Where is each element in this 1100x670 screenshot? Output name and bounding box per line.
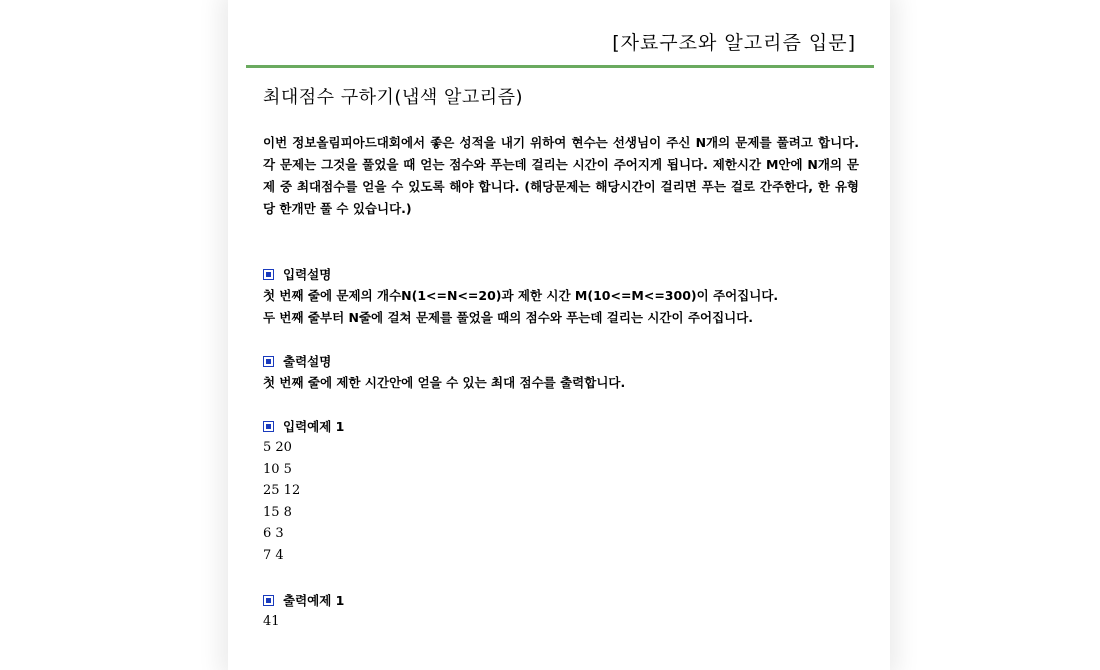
input-description-heading-label: 입력설명 bbox=[283, 267, 332, 282]
output-description-heading bbox=[263, 350, 625, 372]
output-example-heading bbox=[263, 589, 344, 611]
square-bullet-icon bbox=[263, 421, 274, 432]
input-example-section bbox=[263, 415, 344, 566]
output-example-line: 41 bbox=[263, 614, 280, 629]
output-description-section bbox=[263, 350, 625, 394]
output-description-line: 첫 번째 줄에 제한 시간안에 얻을 수 있는 최대 점수를 출력합니다. bbox=[263, 375, 626, 390]
input-example-line: 25 12 bbox=[263, 483, 301, 498]
input-description-line: 두 번째 줄부터 N줄에 걸쳐 문제를 풀었을 때의 점수와 푸는데 걸리는 시간이 주어집니다. bbox=[263, 310, 754, 325]
header-divider bbox=[246, 65, 874, 68]
input-example-heading bbox=[263, 415, 344, 437]
input-example-line: 6 3 bbox=[263, 526, 284, 541]
input-example-line: 5 20 bbox=[263, 440, 292, 455]
book-title: [자료구조와 알고리즘 입문] bbox=[612, 32, 856, 54]
problem-description: 이번 정보올림피아드대회에서 좋은 성적을 내기 위하여 현수는 선생님이 주신 N개의 문제를 풀려고 합니다. 각 문제는 그것을 풀었을 때 얻는 점수와 푸는데 걸리는 시간이 주어지게 됩니다. 제한시간 M안에 N개의 문제 중 최대점수를 얻을 수 있도록 해야 합니다. (해당문제는 해당시간이 걸리면 푸는 걸로 간주한다, 한 유형당 한개만 풀 수 있습니다.) bbox=[263, 135, 859, 216]
output-example-heading-label: 출력예제 1 bbox=[283, 593, 345, 608]
document-page bbox=[228, 0, 890, 670]
input-example-line: 7 4 bbox=[263, 547, 284, 563]
square-bullet-icon bbox=[263, 356, 274, 367]
output-example-section bbox=[263, 589, 344, 633]
square-bullet-icon bbox=[263, 595, 274, 606]
input-description-line: 첫 번째 줄에 문제의 개수N(1<=N<=20)과 제한 시간 M(10<=M<=300)이 주어집니다. bbox=[263, 288, 779, 303]
input-example-heading-label: 입력예제 1 bbox=[283, 419, 345, 434]
input-description-heading bbox=[263, 263, 778, 285]
input-example-line: 15 8 bbox=[263, 504, 292, 520]
input-description-section bbox=[263, 263, 778, 329]
input-example-line: 10 5 bbox=[263, 461, 292, 477]
square-bullet-icon bbox=[263, 269, 274, 280]
problem-title: 최대점수 구하기(냅색 알고리즘) bbox=[263, 87, 524, 108]
output-description-heading-label: 출력설명 bbox=[283, 354, 332, 369]
